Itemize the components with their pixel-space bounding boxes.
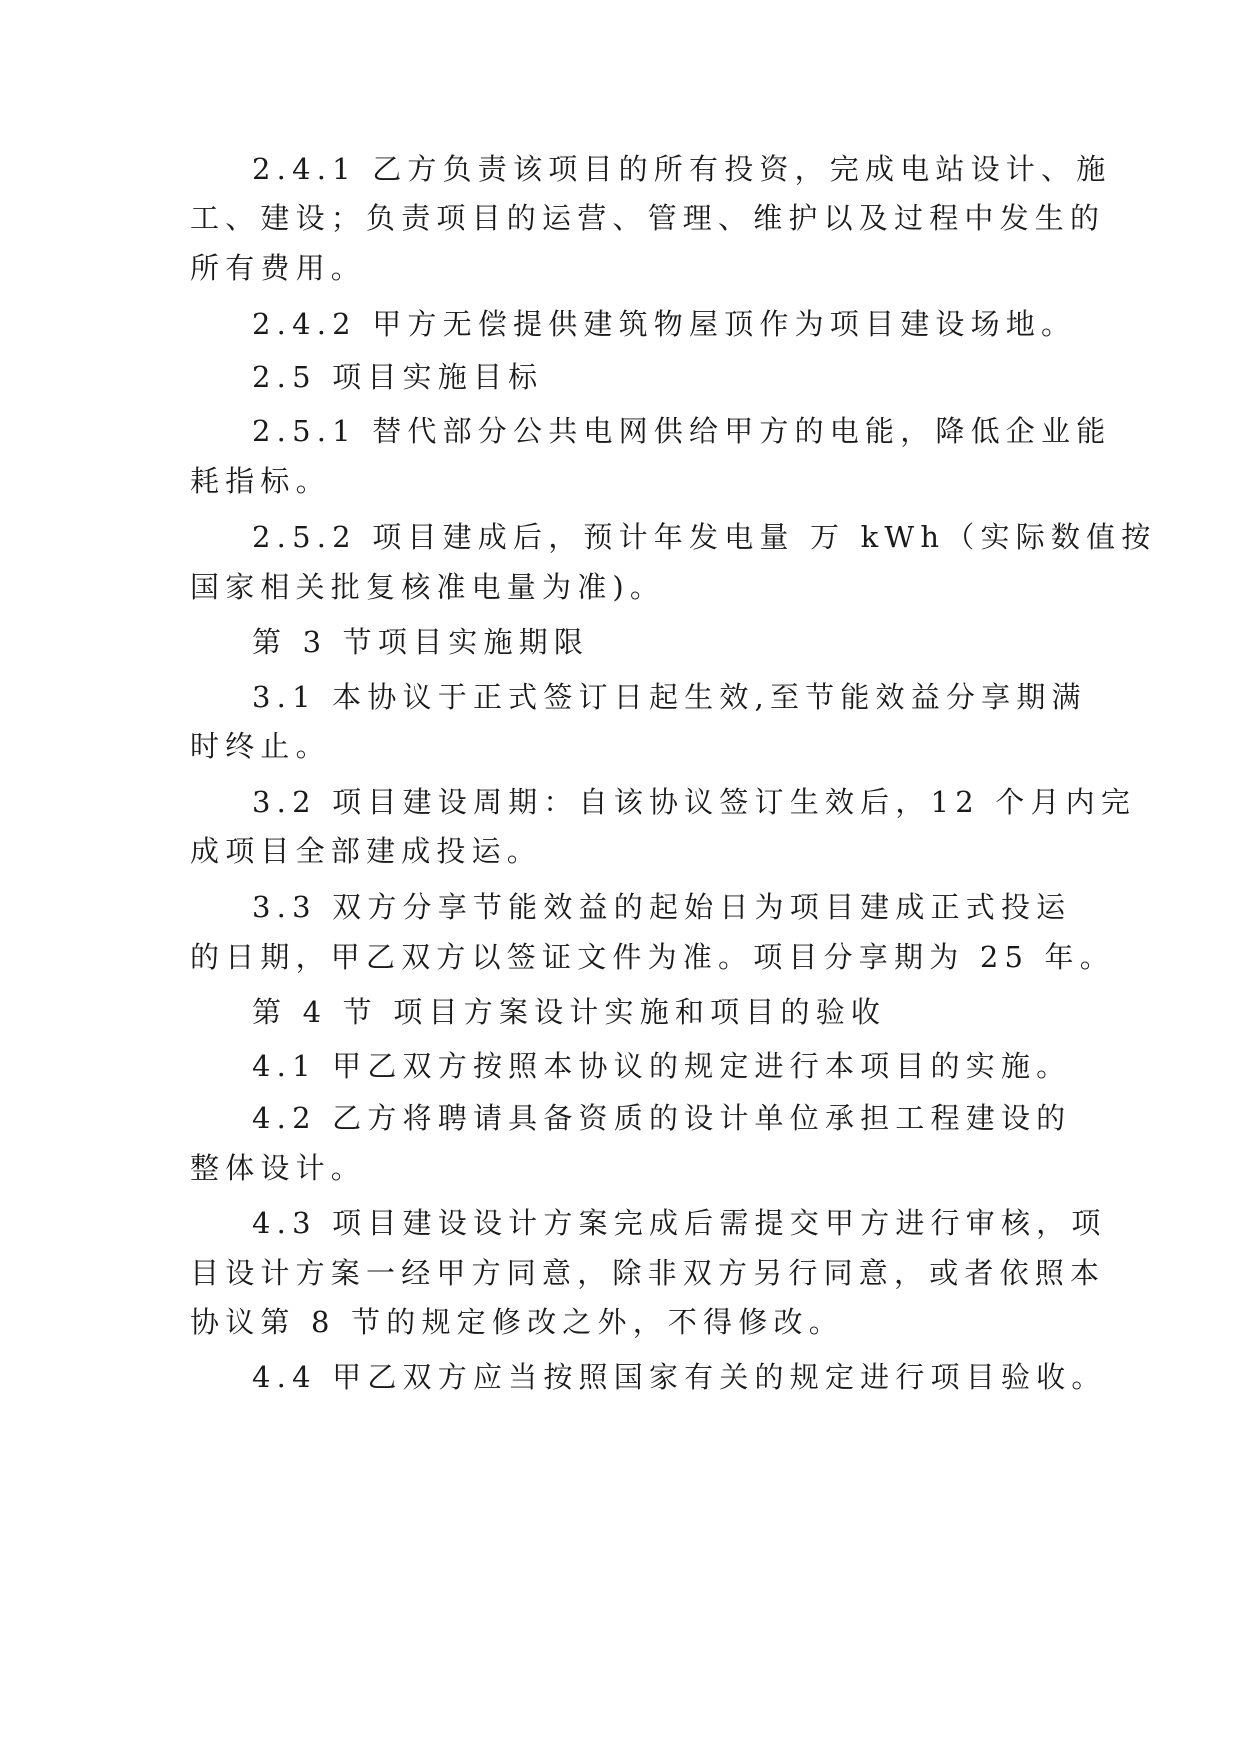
paragraph-2-5-1-line-2: 耗指标。	[190, 464, 331, 498]
paragraph-3-3-line-2: 的日期，甲乙双方以签证文件为准。项目分享期为 25 年。	[190, 940, 1115, 974]
paragraph-4-3-line-3: 协议第 8 节的规定修改之外，不得修改。	[190, 1305, 844, 1339]
paragraph-3-2-line-2: 成项目全部建成投运。	[190, 834, 543, 868]
paragraph-4-3-line-2: 目设计方案一经甲方同意，除非双方另行同意，或者依照本	[190, 1256, 1106, 1290]
section-4-heading: 第 4 节 项目方案设计实施和项目的验收	[252, 995, 887, 1029]
paragraph-2-4-2: 2.4.2 甲方无偿提供建筑物屋顶作为项目建设场地。	[252, 307, 1077, 341]
paragraph-2-5-2-line-2: 国家相关批复核准电量为准)。	[190, 570, 666, 604]
paragraph-4-2-line-1: 4.2 乙方将聘请具备资质的设计单位承担工程建设的	[252, 1101, 1072, 1135]
paragraph-2-4-1-line-3: 所有费用。	[190, 251, 367, 285]
paragraph-3-1-line-2: 时终止。	[190, 729, 331, 763]
heading-2-5: 2.5 项目实施目标	[252, 360, 544, 394]
paragraph-4-1: 4.1 甲乙双方按照本协议的规定进行本项目的实施。	[252, 1049, 1072, 1083]
paragraph-3-3-line-1: 3.3 双方分享节能效益的起始日为项目建成正式投运	[252, 890, 1072, 924]
paragraph-2-4-1-line-2: 工、建设；负责项目的运营、管理、维护以及过程中发生的	[190, 201, 1106, 235]
paragraph-3-1-line-1: 3.1 本协议于正式签订日起生效,至节能效益分享期满	[252, 680, 1087, 714]
paragraph-4-3-line-1: 4.3 项目建设设计方案完成后需提交甲方进行审核，项	[252, 1206, 1107, 1240]
paragraph-4-2-line-2: 整体设计。	[190, 1151, 367, 1185]
paragraph-2-5-2-line-1: 2.5.2 项目建成后，预计年发电量 万 kWh（实际数值按	[252, 520, 1157, 554]
section-3-heading: 第 3 节项目实施期限	[252, 625, 590, 659]
paragraph-2-5-1-line-1: 2.5.1 替代部分公共电网供给甲方的电能，降低企业能	[252, 414, 1112, 448]
paragraph-3-2-line-1: 3.2 项目建设周期：自该协议签订生效后，12 个月内完	[252, 785, 1137, 819]
paragraph-2-4-1-line-1: 2.4.1 乙方负责该项目的所有投资，完成电站设计、施	[252, 152, 1112, 186]
paragraph-4-4: 4.4 甲乙双方应当按照国家有关的规定进行项目验收。	[252, 1360, 1107, 1394]
